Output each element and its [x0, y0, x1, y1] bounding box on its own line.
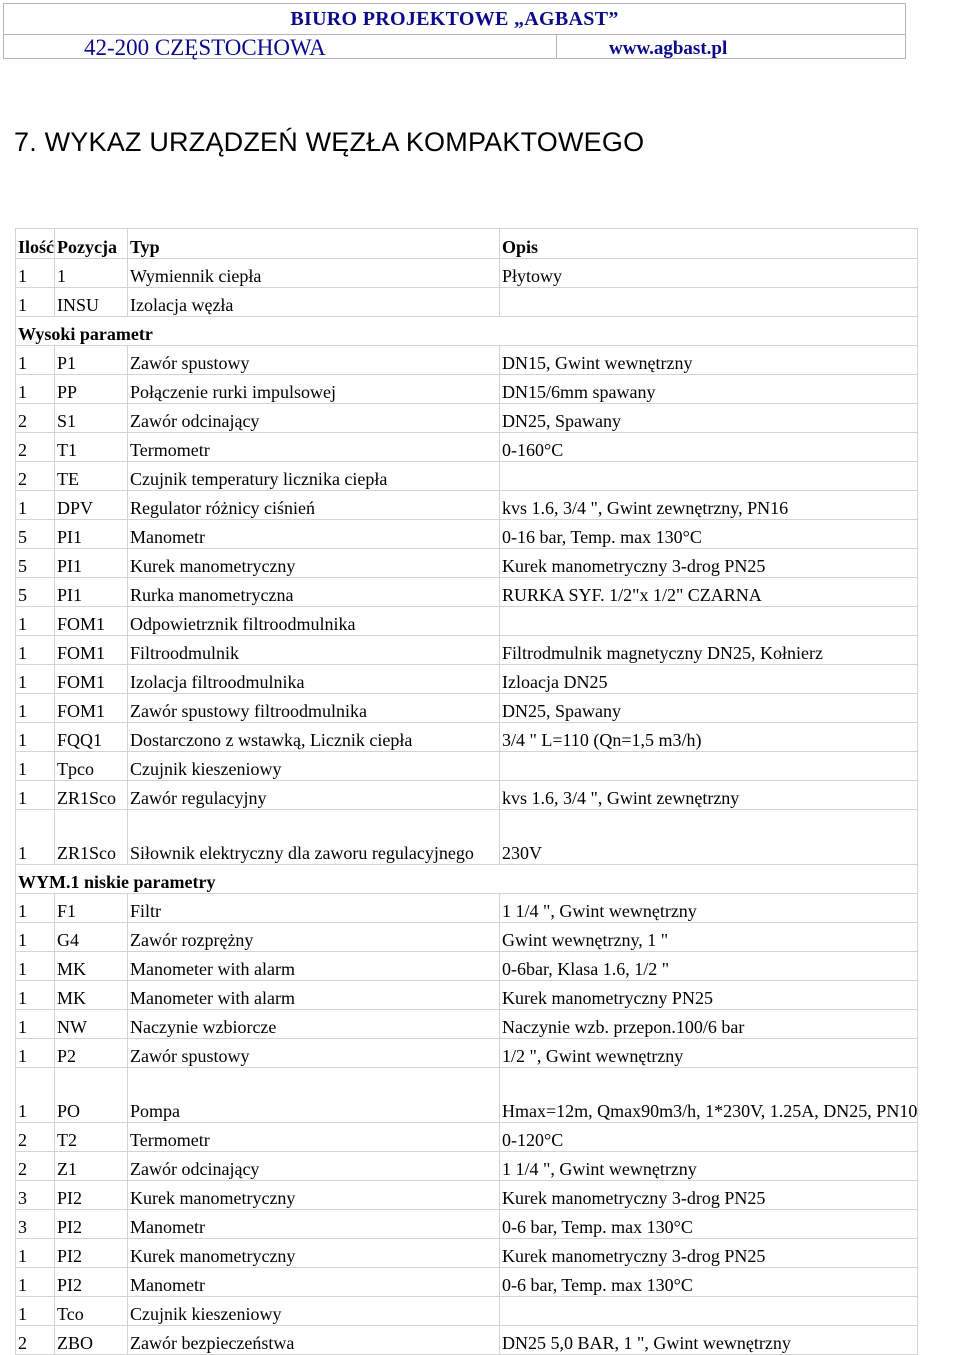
- cell-type: Manometer with alarm: [128, 981, 500, 1010]
- cell-description: 0-6 bar, Temp. max 130°C: [500, 1268, 918, 1297]
- cell-qty: 1: [16, 1268, 55, 1297]
- cell-position: PI1: [55, 520, 128, 549]
- cell-description: Kurek manometryczny 3-drog PN25: [500, 1181, 918, 1210]
- cell-qty: 1: [16, 723, 55, 752]
- table-section-row: [16, 317, 918, 346]
- cell-description: [500, 607, 918, 636]
- cell-qty: 2: [16, 404, 55, 433]
- cell-description: Filtrodmulnik magnetyczny DN25, Kołnierz: [500, 636, 918, 665]
- table-row: [16, 1039, 918, 1068]
- section-title: 7. WYKAZ URZĄDZEŃ WĘZŁA KOMPAKTOWEGO: [14, 127, 645, 157]
- table-row: [16, 520, 918, 549]
- cell-description: DN25, Spawany: [500, 404, 918, 433]
- cell-description: DN15, Gwint wewnętrzny: [500, 346, 918, 375]
- cell-description: Hmax=12m, Qmax90m3/h, 1*230V, 1.25A, DN25, PN10: [500, 1068, 918, 1123]
- table-row: [16, 1239, 918, 1268]
- cell-type: Zawór spustowy: [128, 346, 500, 375]
- section-label: WYM.1 niskie parametry: [16, 865, 918, 894]
- equipment-table: [15, 228, 918, 1355]
- cell-position: PO: [55, 1068, 128, 1123]
- cell-qty: 1: [16, 694, 55, 723]
- cell-type: Zawór regulacyjny: [128, 781, 500, 810]
- cell-type: Manometr: [128, 520, 500, 549]
- cell-type: Siłownik elektryczny dla zaworu regulacyjnego: [128, 810, 500, 865]
- table-row: [16, 923, 918, 952]
- cell-position: T2: [55, 1123, 128, 1152]
- cell-type: Zawór spustowy filtroodmulnika: [128, 694, 500, 723]
- cell-type: Filtr: [128, 894, 500, 923]
- cell-description: 1 1/4 ", Gwint wewnętrzny: [500, 1152, 918, 1181]
- cell-qty: 3: [16, 1181, 55, 1210]
- cell-qty: 1: [16, 1068, 55, 1123]
- cell-position: FOM1: [55, 694, 128, 723]
- table-row: [16, 549, 918, 578]
- cell-qty: 3: [16, 1210, 55, 1239]
- cell-position: PI1: [55, 578, 128, 607]
- cell-description: Kurek manometryczny PN25: [500, 981, 918, 1010]
- cell-qty: 5: [16, 578, 55, 607]
- cell-position: ZR1Sco: [55, 781, 128, 810]
- table-row: [16, 1152, 918, 1181]
- header-description: Opis: [500, 229, 918, 259]
- cell-qty: 2: [16, 433, 55, 462]
- table-section-row: [16, 865, 918, 894]
- table-row: [16, 894, 918, 923]
- cell-type: Kurek manometryczny: [128, 549, 500, 578]
- cell-qty: 1: [16, 1039, 55, 1068]
- table-row: [16, 607, 918, 636]
- table-row: [16, 1297, 918, 1326]
- cell-description: [500, 1297, 918, 1326]
- table-row: [16, 723, 918, 752]
- cell-qty: 2: [16, 1326, 55, 1355]
- cell-type: Zawór bezpieczeństwa: [128, 1326, 500, 1355]
- cell-position: DPV: [55, 491, 128, 520]
- table-row: [16, 636, 918, 665]
- cell-position: MK: [55, 952, 128, 981]
- cell-description: 0-16 bar, Temp. max 130°C: [500, 520, 918, 549]
- cell-description: [500, 288, 918, 317]
- cell-type: Filtroodmulnik: [128, 636, 500, 665]
- cell-position: PI2: [55, 1181, 128, 1210]
- cell-type: Termometr: [128, 433, 500, 462]
- cell-position: 1: [55, 259, 128, 288]
- cell-type: Kurek manometryczny: [128, 1239, 500, 1268]
- cell-description: Płytowy: [500, 259, 918, 288]
- table-row: [16, 1068, 918, 1123]
- company-website: www.agbast.pl: [609, 38, 728, 59]
- cell-qty: 2: [16, 1152, 55, 1181]
- cell-type: Dostarczono z wstawką, Licznik ciepła: [128, 723, 500, 752]
- table-row: [16, 1268, 918, 1297]
- cell-description: DN15/6mm spawany: [500, 375, 918, 404]
- cell-position: TE: [55, 462, 128, 491]
- cell-type: Czujnik kieszeniowy: [128, 1297, 500, 1326]
- table-row: [16, 952, 918, 981]
- table-row: [16, 665, 918, 694]
- cell-qty: 2: [16, 462, 55, 491]
- cell-position: PI2: [55, 1268, 128, 1297]
- cell-type: Zawór rozprężny: [128, 923, 500, 952]
- cell-type: Wymiennik ciepła: [128, 259, 500, 288]
- cell-qty: 1: [16, 375, 55, 404]
- header-qty: Ilość: [16, 229, 55, 259]
- cell-description: Gwint wewnętrzny, 1 ": [500, 923, 918, 952]
- cell-type: Połączenie rurki impulsowej: [128, 375, 500, 404]
- header-column-divider: [556, 34, 557, 59]
- cell-position: PP: [55, 375, 128, 404]
- cell-qty: 5: [16, 549, 55, 578]
- cell-qty: 1: [16, 752, 55, 781]
- cell-qty: 1: [16, 1239, 55, 1268]
- table-row: [16, 433, 918, 462]
- cell-qty: 1: [16, 259, 55, 288]
- table-row: [16, 1326, 918, 1355]
- cell-qty: 5: [16, 520, 55, 549]
- table-row: [16, 288, 918, 317]
- table-row: [16, 346, 918, 375]
- cell-description: 0-6 bar, Temp. max 130°C: [500, 1210, 918, 1239]
- cell-qty: 1: [16, 607, 55, 636]
- cell-position: G4: [55, 923, 128, 952]
- cell-description: kvs 1.6, 3/4 ", Gwint zewnętrzny: [500, 781, 918, 810]
- cell-position: Z1: [55, 1152, 128, 1181]
- cell-position: PI2: [55, 1210, 128, 1239]
- table-header-row: [16, 229, 918, 259]
- cell-position: P2: [55, 1039, 128, 1068]
- table-row: [16, 981, 918, 1010]
- cell-description: Izloacja DN25: [500, 665, 918, 694]
- table-row: [16, 810, 918, 865]
- cell-description: 0-6bar, Klasa 1.6, 1/2 ": [500, 952, 918, 981]
- cell-position: FQQ1: [55, 723, 128, 752]
- cell-qty: 1: [16, 894, 55, 923]
- cell-position: Tco: [55, 1297, 128, 1326]
- cell-description: 3/4 " L=110 (Qn=1,5 m3/h): [500, 723, 918, 752]
- header-position: Pozycja: [55, 229, 128, 259]
- cell-description: 0-120°C: [500, 1123, 918, 1152]
- company-name: BIURO PROJEKTOWE „AGBAST”: [290, 8, 619, 30]
- cell-qty: 1: [16, 952, 55, 981]
- cell-position: S1: [55, 404, 128, 433]
- cell-type: Termometr: [128, 1123, 500, 1152]
- cell-qty: 1: [16, 288, 55, 317]
- cell-description: Kurek manometryczny 3-drog PN25: [500, 549, 918, 578]
- table-row: [16, 752, 918, 781]
- cell-description: DN25, Spawany: [500, 694, 918, 723]
- cell-type: Odpowietrznik filtroodmulnika: [128, 607, 500, 636]
- cell-position: T1: [55, 433, 128, 462]
- cell-qty: 1: [16, 923, 55, 952]
- cell-description: 1/2 ", Gwint wewnętrzny: [500, 1039, 918, 1068]
- table-row: [16, 694, 918, 723]
- cell-type: Izolacja filtroodmulnika: [128, 665, 500, 694]
- cell-position: NW: [55, 1010, 128, 1039]
- cell-type: Naczynie wzbiorcze: [128, 1010, 500, 1039]
- cell-type: Izolacja węzła: [128, 288, 500, 317]
- section-label: Wysoki parametr: [16, 317, 918, 346]
- cell-qty: 1: [16, 346, 55, 375]
- company-city: 42-200 CZĘSTOCHOWA: [84, 35, 326, 60]
- cell-qty: 1: [16, 981, 55, 1010]
- cell-position: PI2: [55, 1239, 128, 1268]
- cell-qty: 2: [16, 1123, 55, 1152]
- cell-description: [500, 462, 918, 491]
- table-row: [16, 462, 918, 491]
- cell-description: [500, 752, 918, 781]
- cell-qty: 1: [16, 810, 55, 865]
- cell-position: FOM1: [55, 636, 128, 665]
- cell-position: PI1: [55, 549, 128, 578]
- cell-position: FOM1: [55, 665, 128, 694]
- cell-type: Zawór odcinający: [128, 404, 500, 433]
- cell-type: Manometr: [128, 1268, 500, 1297]
- document-header: [3, 3, 906, 59]
- cell-type: Zawór odcinający: [128, 1152, 500, 1181]
- table-row: [16, 491, 918, 520]
- cell-type: Manometer with alarm: [128, 952, 500, 981]
- cell-position: F1: [55, 894, 128, 923]
- cell-description: RURKA SYF. 1/2"x 1/2" CZARNA: [500, 578, 918, 607]
- table-row: [16, 1010, 918, 1039]
- header-type: Typ: [128, 229, 500, 259]
- table-row: [16, 259, 918, 288]
- cell-qty: 1: [16, 1010, 55, 1039]
- cell-qty: 1: [16, 781, 55, 810]
- cell-description: kvs 1.6, 3/4 ", Gwint zewnętrzny, PN16: [500, 491, 918, 520]
- cell-description: 1 1/4 ", Gwint wewnętrzny: [500, 894, 918, 923]
- cell-description: 0-160°C: [500, 433, 918, 462]
- cell-qty: 1: [16, 665, 55, 694]
- cell-description: Kurek manometryczny 3-drog PN25: [500, 1239, 918, 1268]
- cell-position: ZR1Sco: [55, 810, 128, 865]
- cell-qty: 1: [16, 636, 55, 665]
- cell-description: DN25 5,0 BAR, 1 ", Gwint wewnętrzny: [500, 1326, 918, 1355]
- cell-type: Czujnik temperatury licznika ciepła: [128, 462, 500, 491]
- cell-qty: 1: [16, 1297, 55, 1326]
- cell-description: Naczynie wzb. przepon.100/6 bar: [500, 1010, 918, 1039]
- cell-position: P1: [55, 346, 128, 375]
- cell-position: FOM1: [55, 607, 128, 636]
- table-row: [16, 375, 918, 404]
- cell-type: Regulator różnicy ciśnień: [128, 491, 500, 520]
- table-row: [16, 1210, 918, 1239]
- cell-type: Zawór spustowy: [128, 1039, 500, 1068]
- table-row: [16, 578, 918, 607]
- cell-position: MK: [55, 981, 128, 1010]
- table-body: [16, 259, 918, 1355]
- cell-type: Czujnik kieszeniowy: [128, 752, 500, 781]
- cell-type: Manometr: [128, 1210, 500, 1239]
- cell-type: Pompa: [128, 1068, 500, 1123]
- cell-position: ZBO: [55, 1326, 128, 1355]
- table-row: [16, 404, 918, 433]
- cell-position: Tpco: [55, 752, 128, 781]
- table-row: [16, 1181, 918, 1210]
- cell-qty: 1: [16, 491, 55, 520]
- cell-type: Kurek manometryczny: [128, 1181, 500, 1210]
- cell-description: 230V: [500, 810, 918, 865]
- cell-type: Rurka manometryczna: [128, 578, 500, 607]
- table-row: [16, 1123, 918, 1152]
- table-row: [16, 781, 918, 810]
- cell-position: INSU: [55, 288, 128, 317]
